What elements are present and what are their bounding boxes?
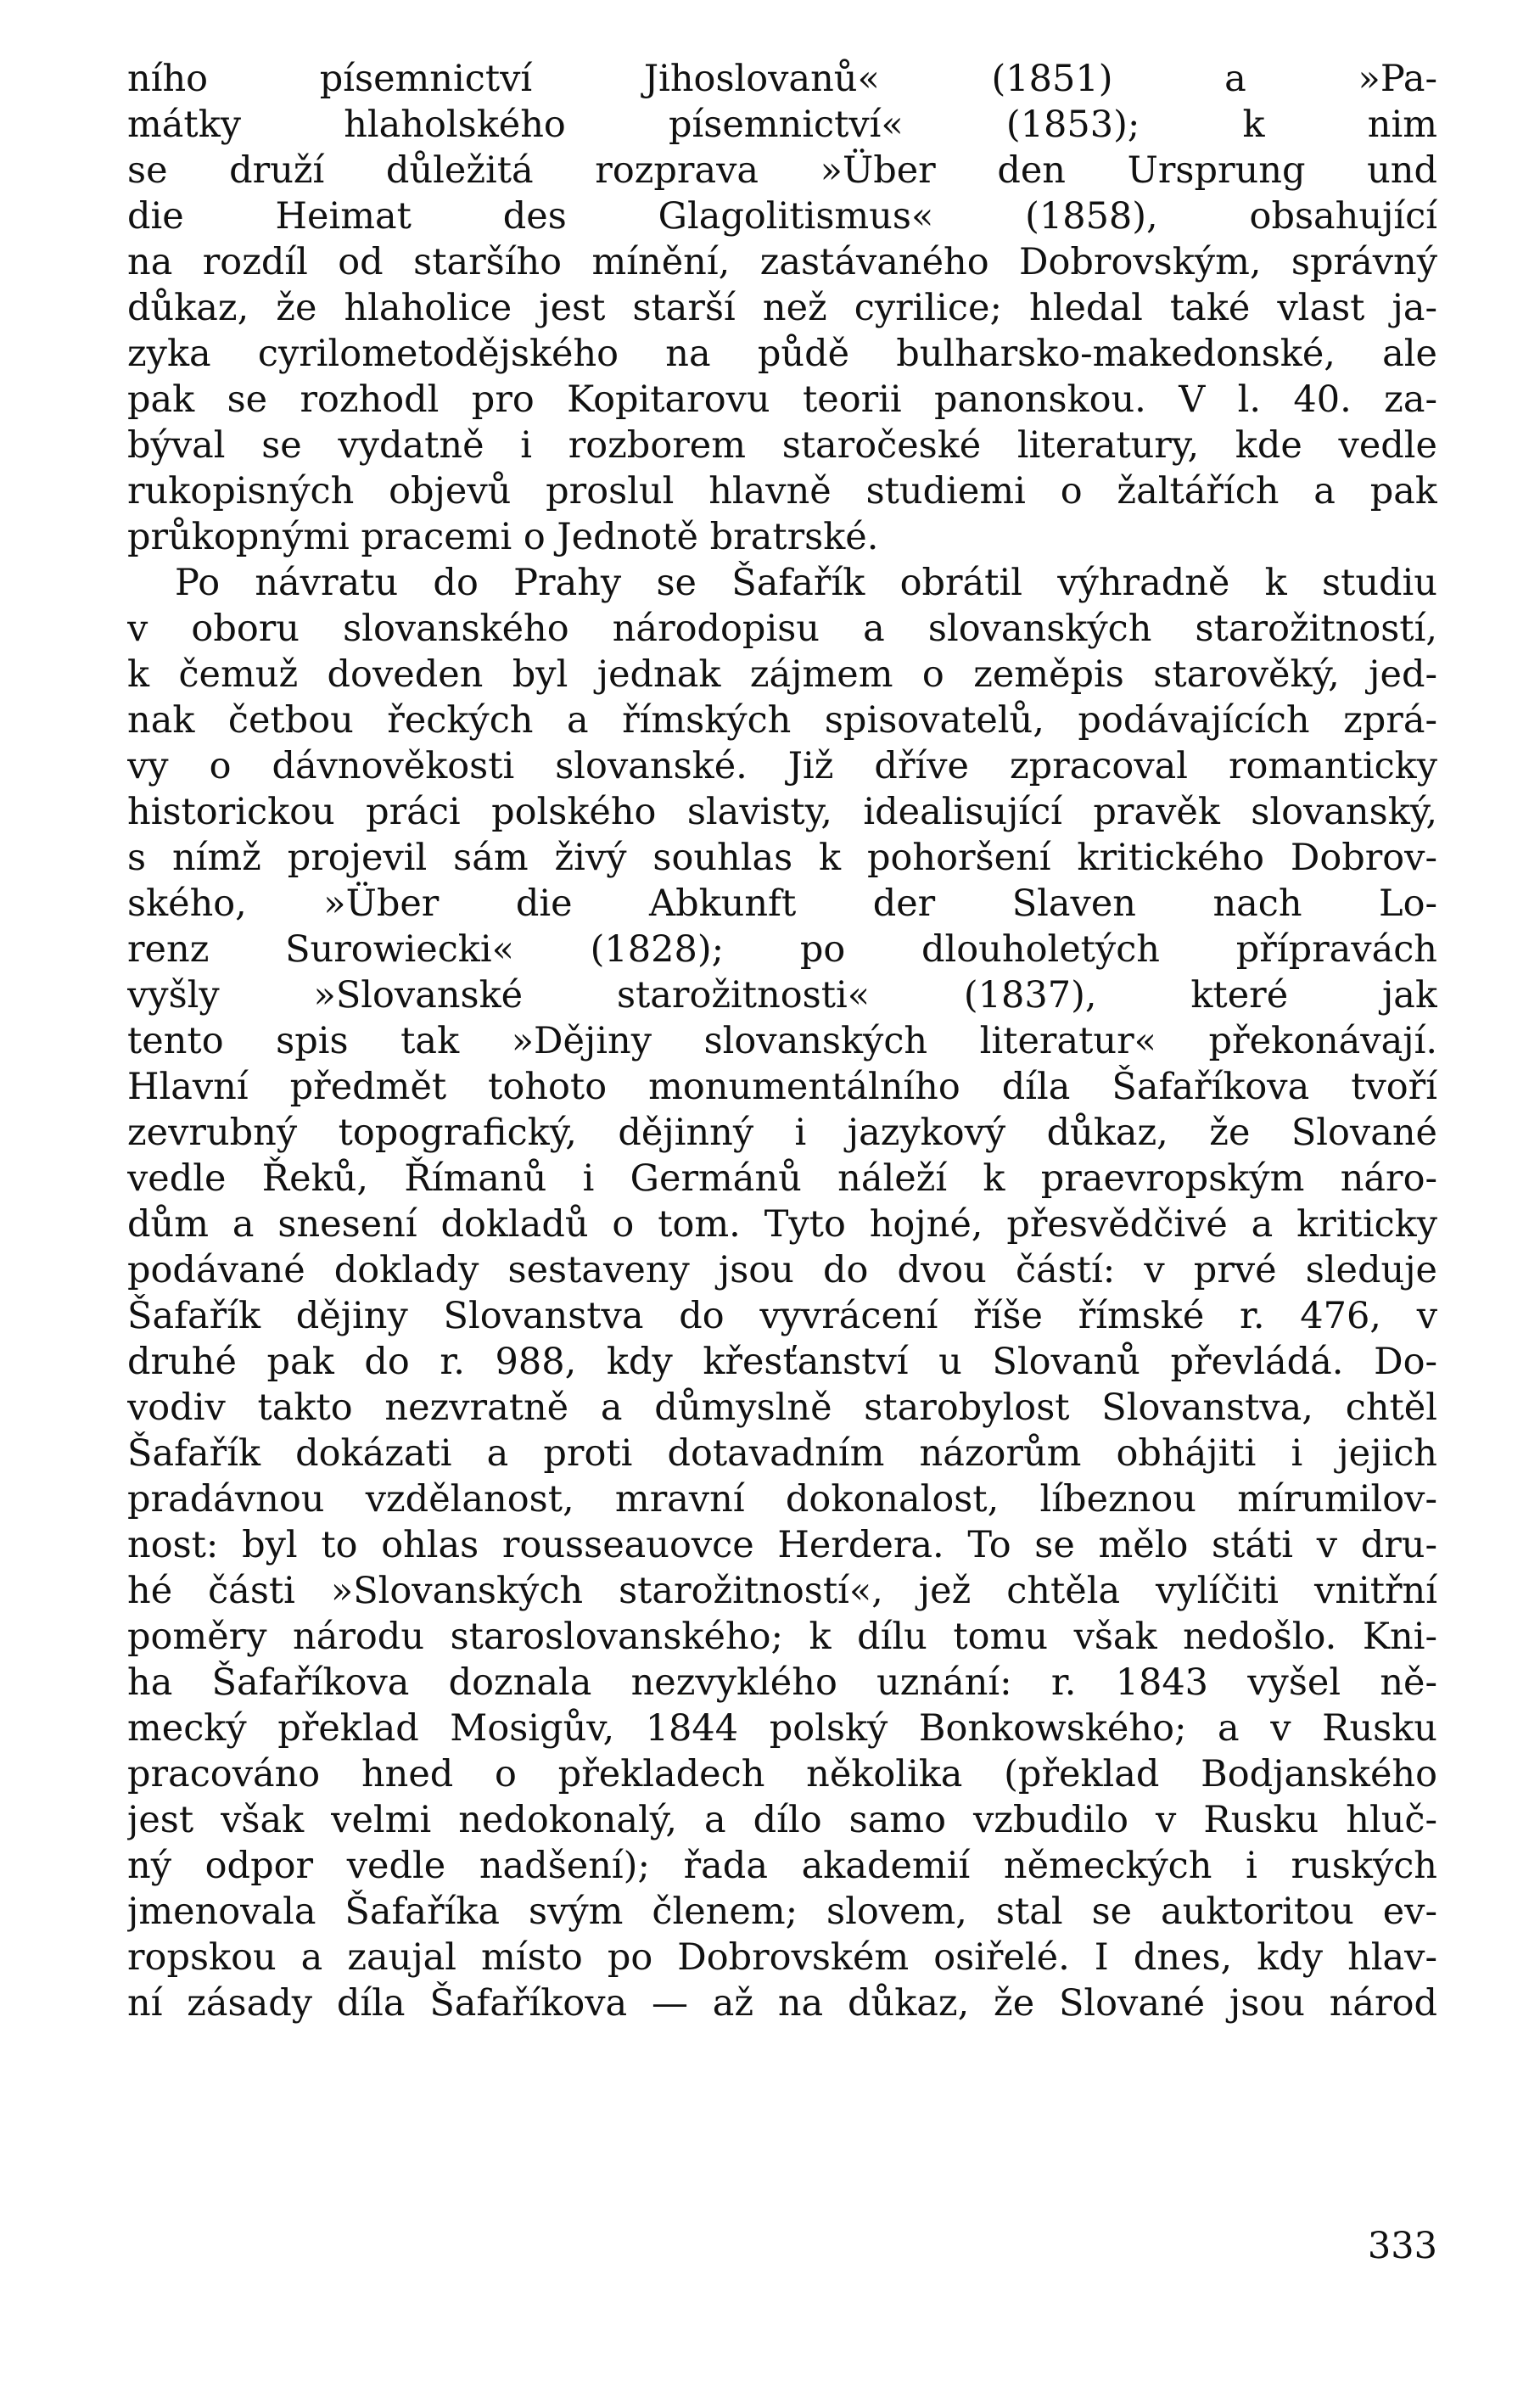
text-line: v oboru slovanského národopisu a slovanských starožitností,: [127, 608, 1437, 650]
text-line: ní zásady díla Šafaříkova — až na důkaz, že Slované jsou národ: [127, 1982, 1437, 2025]
text-line: pracováno hned o překladech několika (překlad Bodjanského: [127, 1753, 1437, 1795]
text-line: ný odpor vedle nadšení); řada akademií německých i ruských: [127, 1845, 1437, 1887]
text-line: důkaz, že hlaholice jest starší než cyrilice; hledal také vlast ja-: [127, 287, 1437, 329]
text-line: jest však velmi nedokonalý, a dílo samo vzbudilo v Rusku hluč-: [127, 1799, 1437, 1841]
text-line: vy o dávnověkosti slovanské. Již dříve zpracoval romanticky: [127, 745, 1437, 787]
text-line: nost: byl to ohlas rousseauovce Herdera. To se mělo státi v dru-: [127, 1524, 1437, 1566]
text-line: vodiv takto nezvratně a důmyslně starobylost Slovanstva, chtěl: [127, 1386, 1437, 1429]
text-line: průkopnými pracemi o Jednotě bratrské.: [127, 516, 879, 558]
text-line: rukopisných objevů proslul hlavně studiemi o žaltářích a pak: [127, 470, 1437, 513]
text-line: dům a snesení dokladů o tom. Tyto hojné, přesvědčivé a kriticky: [127, 1203, 1437, 1246]
text-line: podávané doklady sestaveny jsou do dvou částí: v prvé sleduje: [127, 1249, 1437, 1291]
text-line: vedle Řeků, Římanů i Germánů náleží k praevropským náro-: [127, 1157, 1437, 1200]
page-number: 333: [1367, 2225, 1437, 2267]
text-line: Šafařík dokázati a proti dotavadním názorům obhájiti i jejich: [127, 1432, 1437, 1475]
text-line: nak četbou řeckých a římských spisovatelů, podávajících zprá-: [127, 699, 1437, 742]
text-line: se druží důležitá rozprava »Über den Ursprung und: [127, 149, 1437, 192]
page-text: [127, 56, 1437, 2026]
text-line: zevrubný topografický, dějinný i jazykový důkaz, že Slované: [127, 1112, 1437, 1154]
text-line: ního písemnictví Jihoslovanů« (1851) a »Pa-: [127, 58, 1437, 100]
text-line: Šafařík dějiny Slovanstva do vyvrácení říše římské r. 476, v: [127, 1295, 1437, 1337]
text-line: druhé pak do r. 988, kdy křesťanství u Slovanů převládá. Do-: [127, 1341, 1437, 1383]
text-line: Hlavní předmět tohoto monumentálního díla Šafaříkova tvoří: [127, 1066, 1437, 1108]
text-line: ského, »Über die Abkunft der Slaven nach Lo-: [127, 882, 1437, 925]
text-line: poměry národu staroslovanského; k dílu tomu však nedošlo. Kni-: [127, 1616, 1437, 1658]
text-line: renz Surowiecki« (1828); po dlouholetých přípravách: [127, 928, 1437, 971]
text-line: mátky hlaholského písemnictví« (1853); k nim: [127, 104, 1437, 146]
text-line: vyšly »Slovanské starožitnosti« (1837), které jak: [127, 974, 1437, 1017]
text-line: hé části »Slovanských starožitností«, jež chtěla vylíčiti vnitřní: [127, 1570, 1437, 1612]
text-line: mecký překlad Mosigův, 1844 polský Bonkowského; a v Rusku: [127, 1707, 1437, 1750]
text-line: tento spis tak »Dějiny slovanských literatur« překonávají.: [127, 1020, 1437, 1062]
text-line: die Heimat des Glagolitismus« (1858), obsahující: [127, 195, 1437, 238]
paragraph-first-line: Po návratu do Prahy se Šafařík obrátil výhradně k studiu: [175, 562, 1437, 604]
text-line: ha Šafaříkova doznala nezvyklého uznání: r. 1843 vyšel ně-: [127, 1661, 1437, 1704]
text-line: býval se vydatně i rozborem staročeské literatury, kde vedle: [127, 424, 1437, 467]
text-line: zyka cyrilometodějského na půdě bulharsko-makedonské, ale: [127, 333, 1437, 375]
text-line: jmenovala Šafaříka svým členem; slovem, stal se auktoritou ev-: [127, 1890, 1437, 1933]
text-line: historickou práci polského slavisty, idealisující pravěk slovanský,: [127, 791, 1437, 833]
text-line: ropskou a zaujal místo po Dobrovském osiřelé. I dnes, kdy hlav-: [127, 1936, 1437, 1979]
text-line: k čemuž doveden byl jednak zájmem o zeměpis starověký, jed-: [127, 653, 1437, 696]
text-line: pak se rozhodl pro Kopitarovu teorii panonskou. V l. 40. za-: [127, 378, 1437, 421]
text-line: pradávnou vzdělanost, mravní dokonalost, líbeznou mírumilov-: [127, 1478, 1437, 1521]
text-line: s nímž projevil sám živý souhlas k pohoršení kritického Dobrov-: [127, 837, 1437, 879]
text-line: na rozdíl od staršího mínění, zastávaného Dobrovským, správný: [127, 241, 1437, 283]
